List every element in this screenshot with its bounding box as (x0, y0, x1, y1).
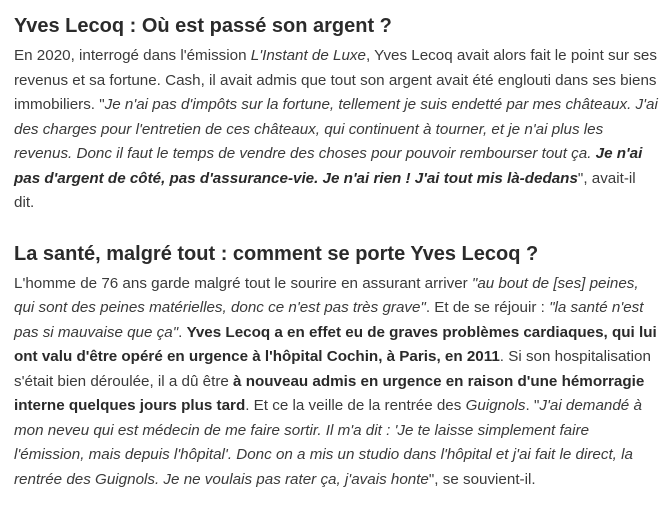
text-span: ", avait-il dit. (14, 169, 636, 211)
quote: J'ai demandé à mon neveu qui est médecin de me faire sortir. Il m'a dit : 'Je te laisse simplement faire l'émission, mais depuis l'hôpital'. Donc on a mis un studio dans l'hôpital et j'ai fait le direct, la rentrée des Guignols. Je ne voulais pas rater ça, j'avais honte (14, 397, 642, 488)
paragraph-health (14, 272, 658, 493)
text-span: L'homme de 76 ans garde malgré tout le sourire en assurant arriver (14, 274, 472, 292)
quote: "la santé n'est pas si mauvaise que ça" (14, 299, 644, 341)
text-span: . (178, 323, 187, 341)
bold-text: à nouveau admis en urgence en raison d'une hémorragie interne quelques jours plus tard (14, 372, 645, 414)
quote: Je n'ai pas d'impôts sur la fortune, tellement je suis endetté par mes châteaux. J'ai des charges pour l'entretien de ces châteaux, qui continuent à tourner, et je n'ai plus les revenus. Donc il faut le temps de vendre des choses pour pouvoir rembourser tout ça. (14, 96, 658, 162)
text-span: En 2020, interrogé dans l'émission (14, 47, 251, 64)
text-span: , Yves Lecoq avait alors fait le point sur ses revenus et sa fortune. Cash, il avait admis que tout son argent avait été englouti dans ses biens immobiliers. " (14, 47, 657, 113)
bold-text: Yves Lecoq a en effet eu de graves problèmes cardiaques, qui lui ont valu d'être opéré en urgence à l'hôpital Cochin, à Paris, en 2011 (14, 323, 657, 365)
text-span: . Si son hospitalisation s'était bien déroulée, il a dû être (14, 348, 651, 390)
text-span: . Et ce la veille de la rentrée des (245, 397, 466, 414)
quote: "au bout de [ses] peines, qui sont des peines matérielles, donc ce n'est pas très grave" (14, 274, 639, 316)
show-title: L'Instant de Luxe (250, 47, 366, 64)
text-span: ", se souvient-il. (428, 470, 536, 488)
paragraph-money (14, 44, 658, 216)
quote-emphasis-text: Je n'ai pas d'argent de côté, pas d'assurance-vie. Je n'ai rien ! J'ai tout mis là-dedans (14, 145, 643, 187)
text-span: . " (525, 397, 540, 414)
show-title: Guignols (465, 397, 526, 414)
section-heading-health: La santé, malgré tout : comment se porte Yves Lecoq ? (14, 242, 539, 265)
section-heading-money: Yves Lecoq : Où est passé son argent ? (14, 15, 392, 37)
text-span: . Et de se réjouir : (425, 299, 550, 316)
